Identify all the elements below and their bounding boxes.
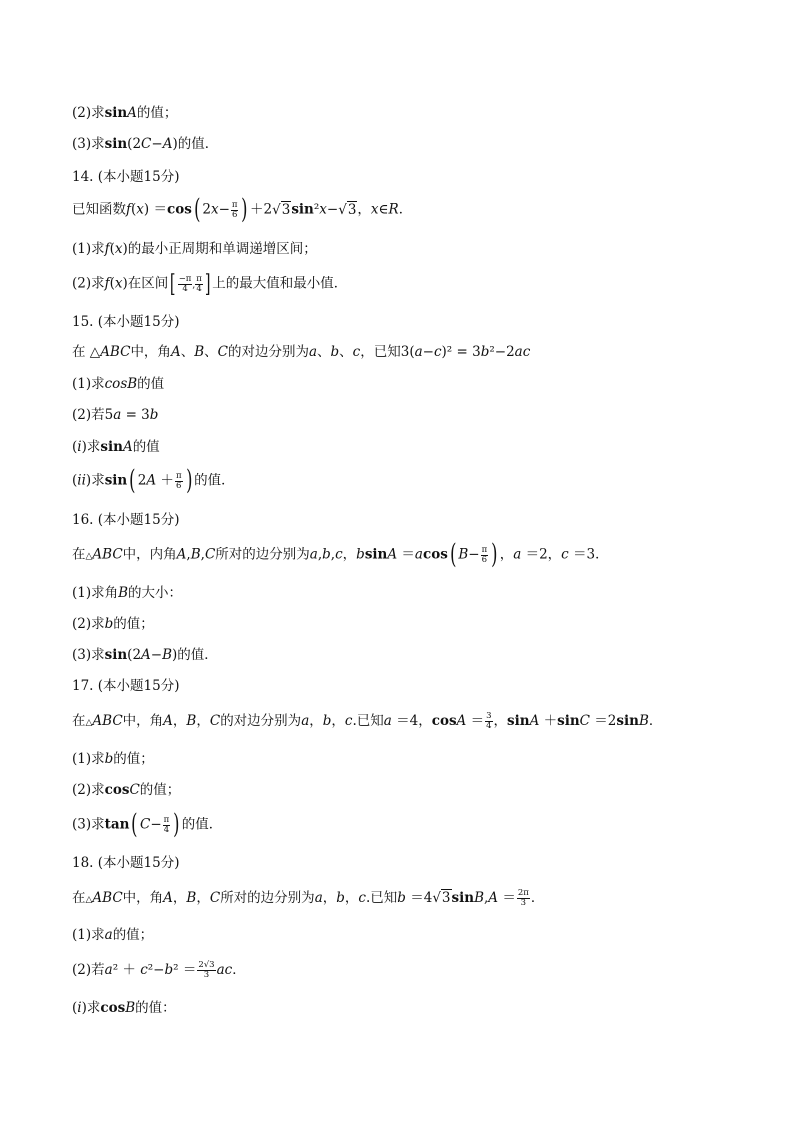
q17-statement: 在△ABC中，角A，B，C的对边分别为a，b，c.已知a ＝4，cosA ＝ $\frac{3}{4}$ ，sinA ＋sinC ＝2sinB． — [72, 711, 663, 731]
q16-statement: 在△ABC中，内角A,B,C所对的边分别为a,b,c，bsinA ＝acos( B− $\frac{\pi}{6}$ ) ，a ＝2，c ＝3． — [72, 539, 609, 570]
q15-part2-ii: (ii)求sin( 2A ＋ $\frac{\pi}{6}$ ) 的值． — [72, 465, 235, 496]
q15-part1: (1)求cosB的值 — [72, 376, 165, 392]
q14-statement: 已知函数f(x) ＝cos( 2x− $\frac{\pi}{6}$ ) ＋2√3sin²x−√3，x∈R． — [72, 194, 413, 225]
q17-part3: (3)求tan( C− $\frac{\pi}{4}$ ) 的值． — [72, 809, 223, 840]
q17-part2: (2)求cosC的值； — [72, 782, 181, 798]
q16-part3: (3)求sin(2A−B)的值． — [72, 647, 218, 663]
q14-header: 14. (本小题15分) — [72, 169, 180, 185]
q14-part2: (2)求f(x)在区间[ $\frac{-\pi}{4}$ , $\frac{\pi}{4}$ ] 上的最大值和最小值． — [72, 270, 348, 298]
q18-part1: (1)求a的值； — [72, 927, 154, 943]
q17-part1: (1)求b的值； — [72, 751, 154, 767]
q13-part3: (3)求sin(2C−A)的值． — [72, 136, 219, 152]
q15-header: 15. (本小题15分) — [72, 314, 180, 330]
q15-part2: (2)若5a = 3b — [72, 407, 159, 423]
q18-header: 18. (本小题15分) — [72, 855, 180, 871]
q14-part1: (1)求f(x)的最小正周期和单调递增区间； — [72, 241, 317, 257]
q15-part2-i: (i)求sinA的值 — [72, 439, 160, 455]
q18-part2: (2)若a² ＋ c²−b² ＝ $\frac{2√3}{3}$ ac． — [72, 960, 246, 980]
q18-statement: 在△ABC中，角A，B，C所对的边分别为a，b，c.已知b ＝4√3sinB,A ＝ $\frac{2\pi}{3}$ ． — [72, 888, 545, 908]
q15-statement: 在 △ABC中，角A、B、C的对边分别为a、b、c，已知3(a−c)² = 3b²−2ac — [72, 344, 531, 360]
q17-header: 17. (本小题15分) — [72, 678, 180, 694]
q16-part2: (2)求b的值； — [72, 616, 154, 632]
q18-part2-i: (i)求cosB的值： — [72, 1000, 176, 1016]
q13-part2: (2)求sinA的值； — [72, 105, 178, 121]
q16-header: 16. (本小题15分) — [72, 512, 180, 528]
q16-part1: (1)求角B的大小： — [72, 585, 183, 601]
